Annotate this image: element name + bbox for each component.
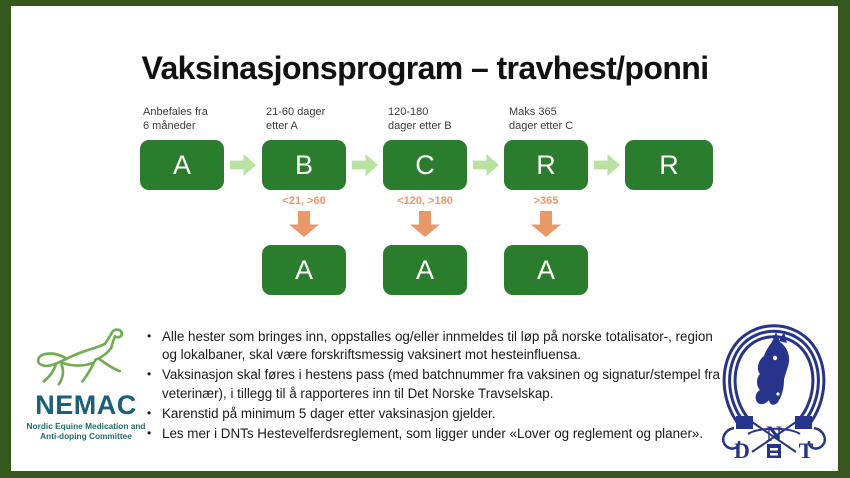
bullet-item: • Les mer i DNTs Hestevelferdsreglement, som ligger under «Lover og reglement og planer». (145, 425, 723, 443)
buckle-icon (767, 444, 781, 458)
bullet-item: • Vaksinasjon skal føres i hestens pass (med batchnummer fra vaksinen og signatur/stempel fra veterinær), i tillegg til å rapporteres inn til Det Norske Travselskap. (145, 366, 723, 402)
slide-title: Vaksinasjonsprogram – travhest/ponni (141, 50, 709, 86)
dnt-letter-d: D (734, 438, 750, 462)
restart-box-a3: A (504, 245, 588, 295)
restart-box-a1: A (262, 245, 346, 295)
flow-step-box-r1: R (504, 140, 588, 190)
bullet-item: • Alle hester som bringes inn, oppstalles og/eller innmeldes til løp på norske totalisator-, region og lokalbaner, skal være forskriftsmessig vaksinert mot hesteinfluensa. (145, 328, 723, 364)
nemac-logo (24, 328, 148, 441)
restart-box-a2: A (383, 245, 467, 295)
bullet-item: • Karenstid på minimum 5 dager etter vaksinasjon gjelder. (145, 405, 723, 423)
nemac-wordmark: NEMAC (35, 390, 137, 420)
flow-step-box-c: C (383, 140, 467, 190)
flow-step-box-b: B (262, 140, 346, 190)
dnt-letter-n: N (766, 421, 782, 446)
step-a-label: Anbefales fra 6 måneder (143, 106, 208, 132)
nemac-horse-icon (30, 328, 142, 388)
horse-head-icon (756, 332, 790, 405)
step-c-label: 120-180 dager etter B (388, 106, 452, 132)
dnt-logo (712, 320, 836, 462)
restart-condition-2: <120, >180 (397, 195, 453, 207)
rules-bullet-list (145, 328, 723, 445)
flow-step-box-r2: R (625, 140, 713, 190)
nemac-tagline: Nordic Equine Medication and Anti-doping Committee (26, 420, 146, 441)
restart-condition-1: <21, >60 (282, 195, 326, 207)
step-r-label: Maks 365 dager etter C (509, 106, 574, 132)
step-b-label: 21-60 dager etter A (266, 106, 326, 132)
restart-condition-3: >365 (533, 195, 559, 207)
flow-step-box-a: A (140, 140, 224, 190)
dnt-letter-t: T (798, 438, 814, 462)
